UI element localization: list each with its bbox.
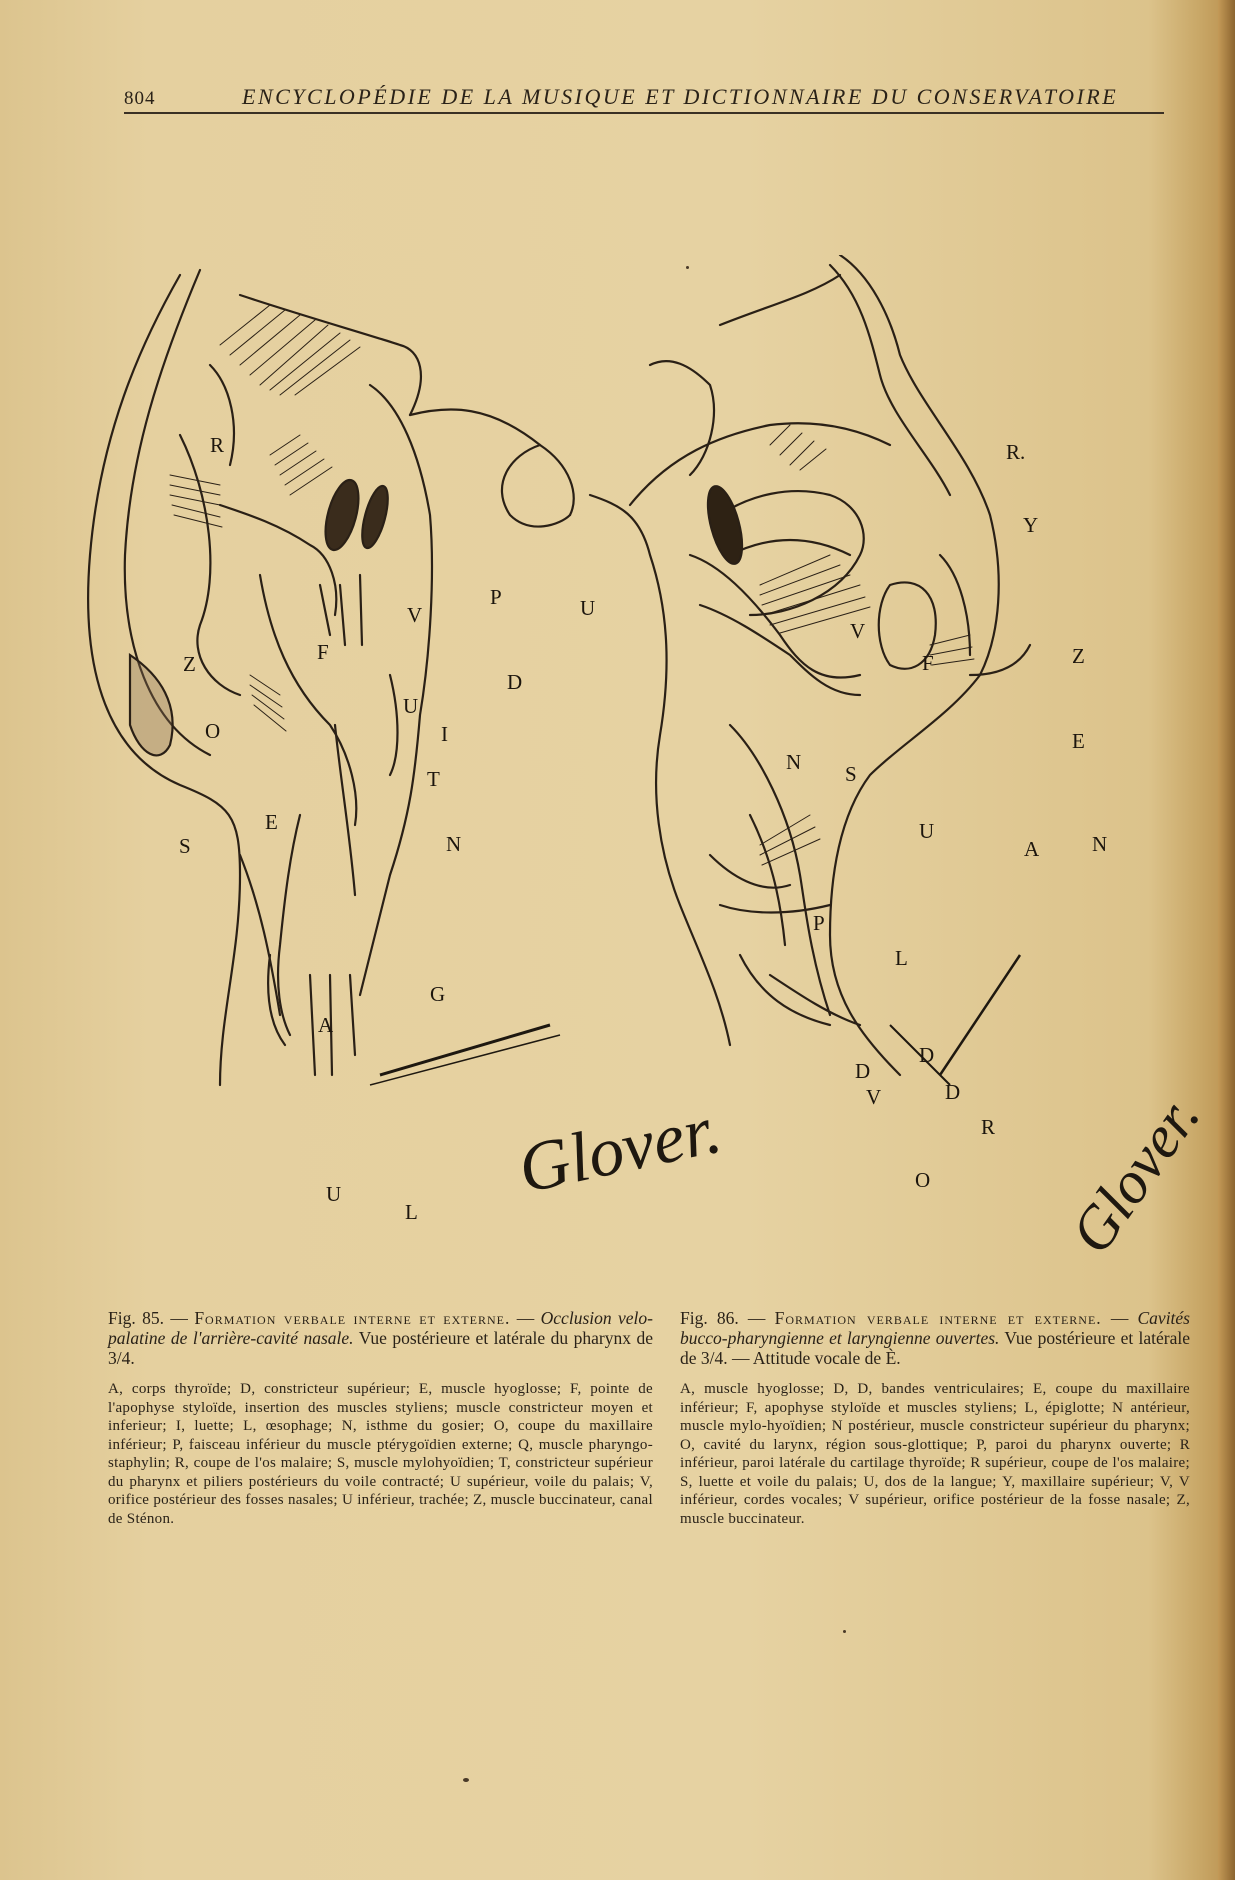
signature-stroke-1 <box>380 1025 550 1075</box>
signature-stroke-2 <box>940 955 1020 1075</box>
fig86-letter: A <box>1024 837 1040 861</box>
fig85-letter: P <box>490 585 502 609</box>
page-edge <box>1218 0 1235 1880</box>
fig85-letter: G <box>430 982 446 1006</box>
fig85-letter: U <box>326 1182 342 1206</box>
caption-fig86-title-italic: Cavités bucco-pharyngienne et laryngienne ouvertes. <box>680 1308 1190 1348</box>
ink-speck <box>463 1778 469 1782</box>
caption-fig86-legend: A, muscle hyoglosse; D, D, bandes ventriculaires; E, coupe du maxillaire inférieur; F, apophyse styloïde et muscles styliens; L, épiglotte; N antérieur, muscle mylo-hyoïdien; N postérieur, muscle constricteur supérieur du pharynx; O, cavité du larynx, région sous-glottique; P, paroi du pharynx ouverte; R inférieur, paroi latérale du cartilage thyroïde; R supérieur, coupe de l'os malaire; S, luette et voile du palais; U, dos de la langue; Y, maxillaire supérieur; V, V inférieur, cordes vocales; V supérieur, orifice postérieur de la fosse nasale; Z, muscle buccinateur. <box>680 1381 1190 1527</box>
fig85-letter: N <box>446 832 462 856</box>
caption-fig85-number: Fig. 85. — <box>108 1308 188 1328</box>
caption-fig86-title: Fig. 86. — Formation verbale interne et externe. — Cavités bucco-pharyngienne et laryngienne ouvertes. Vue postérieure et latérale de 3/4. — Attitude vocale de È. <box>680 1308 1190 1368</box>
fig86-letter: D <box>945 1080 961 1104</box>
fig86-letter: F <box>922 651 934 675</box>
fig85-letter: O <box>205 719 221 743</box>
fig85-letter: Z <box>183 652 196 676</box>
fig85-letter: S <box>179 834 191 858</box>
caption-fig86 <box>680 1308 1190 1528</box>
fig85-letter: I <box>441 722 448 746</box>
fig85-letter: T <box>427 767 440 791</box>
signature-underline-1 <box>370 1035 560 1085</box>
fig86-letter: E <box>1072 729 1085 753</box>
caption-fig86-title-rest: Vue postérieure et latérale de 3/4. — Attitude vocale de È. <box>680 1328 1190 1368</box>
fig86-letter: R <box>981 1115 996 1139</box>
fig86-letter: V <box>866 1085 882 1109</box>
figure-86-drawing <box>590 255 1030 1075</box>
fig85-letter: E <box>265 810 278 834</box>
caption-fig85-title-rest: Vue postérieure et latérale du pharynx de 3/4. <box>108 1328 653 1368</box>
fig86-letter: O <box>915 1168 931 1192</box>
ink-speck <box>843 1630 846 1633</box>
fig86-letter: R. <box>1006 440 1026 464</box>
fig85-letter: R <box>210 433 225 457</box>
artist-signature: Glover. <box>512 1090 728 1209</box>
caption-fig85-title-smallcaps: Formation verbale interne et externe. <box>194 1308 511 1328</box>
fig85-letter: U <box>580 596 596 620</box>
fig86-letter: P <box>813 911 825 935</box>
fig86-letter: Y <box>1023 513 1039 537</box>
fig85-letter: V <box>407 603 423 627</box>
fig86-letter: N <box>1092 832 1108 856</box>
running-title: ENCYCLOPÉDIE DE LA MUSIQUE ET DICTIONNAIRE DU CONSERVATOIRE <box>242 84 1119 109</box>
artist-signature: Glover. <box>1057 1083 1213 1265</box>
fig86-letter: V <box>850 619 866 643</box>
ink-speck <box>686 266 689 269</box>
caption-fig86-number: Fig. 86. — <box>680 1308 766 1328</box>
fig86-letter: Z <box>1072 644 1085 668</box>
fig85-letter: F <box>317 640 329 664</box>
caption-fig85-legend: A, corps thyroïde; D, constricteur supérieur; E, muscle hyoglosse; F, pointe de l'apophyse styloïde, insertion des muscles styliens; muscle constricteur moyen et inferieur; I, luette; L, œsophage; N, isthme du gosier; O, coupe du maxillaire inférieur; P, faisceau inférieur du muscle ptérygoïdien externe; Q, muscle pharyngo-staphylin; R, coupe de l'os malaire; S, muscle mylohyoïdien; T, constricteur supérieur du pharynx et piliers postérieurs du voile contracté; U supérieur, voile du palais; V, orifice postérieur des fosses nasales; U inférieur, trachée; Z, muscle buccinateur, canal de Sténon. <box>108 1381 653 1527</box>
caption-fig85 <box>108 1308 653 1528</box>
fig85-letter: L <box>405 1200 418 1224</box>
fig86-letter: S <box>845 762 857 786</box>
caption-fig85-title-italic: Occlusion velo-palatine de l'arrière-cavité nasale. <box>108 1308 653 1348</box>
figure-85-drawing <box>88 270 574 1085</box>
fig86-letter: D <box>855 1059 871 1083</box>
caption-fig86-title-smallcaps: Formation verbale interne et externe. <box>774 1308 1102 1328</box>
fig86-letter: D <box>919 1043 935 1067</box>
fig86-letter: L <box>895 946 908 970</box>
page-number: 804 <box>124 88 156 109</box>
fig85-letter: D <box>507 670 523 694</box>
fig85-letter: A <box>318 1013 334 1037</box>
fig86-letter: N <box>786 750 802 774</box>
header-rule <box>124 112 1164 114</box>
fig86-letter: U <box>919 819 935 843</box>
caption-fig85-title: Fig. 85. — Formation verbale interne et externe. — Occlusion velo-palatine de l'arrière-cavité nasale. Vue postérieure et latérale du pharynx de 3/4. <box>108 1308 653 1368</box>
page-header <box>124 84 1164 114</box>
fig85-letter: U <box>403 694 419 718</box>
